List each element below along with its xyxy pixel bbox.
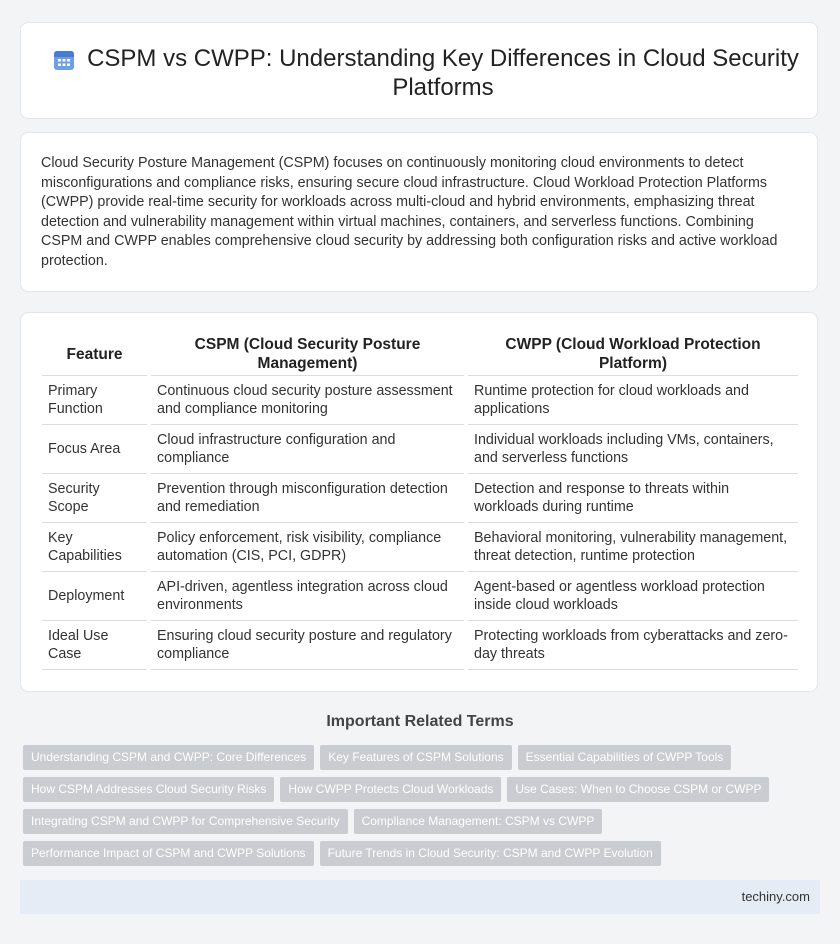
related-terms-heading: Important Related Terms [326, 713, 514, 730]
feature-cell: Focus Area [42, 425, 149, 474]
header-card [20, 22, 818, 119]
feature-cell: Key Capabilities [42, 523, 149, 572]
intro-paragraph: Cloud Security Posture Management (CSPM) focuses on continuously monitoring cloud environments to detect misconfigurations and compliance risks, ensuring secure cloud infrastructure. Cloud Workload Protection Platforms (CWPP) provide real-time security for workloads across multi-cloud and hybrid environments, emphasizing threat detection and vulnerability management within virtual machines, containers, and serverless functions. Combining CSPM and CWPP enables comprehensive cloud security by addressing both configuration risks and active workload protection. [41, 155, 778, 269]
related-term-tag[interactable]: Essential Capabilities of CWPP Tools [518, 745, 732, 770]
comparison-table [42, 333, 798, 670]
header-cspm: CSPM (Cloud Security Posture Management) [149, 333, 466, 376]
intro-card [20, 132, 818, 292]
related-term-tag[interactable]: How CWPP Protects Cloud Workloads [280, 777, 501, 802]
table-row [42, 523, 798, 572]
cspm-cell: Continuous cloud security posture assessment and compliance monitoring [149, 376, 466, 425]
table-row [42, 425, 798, 474]
related-term-tag[interactable]: Understanding CSPM and CWPP: Core Differences [23, 745, 314, 770]
header-cwpp: CWPP (Cloud Workload Protection Platform) [466, 333, 798, 376]
table-row [42, 621, 798, 670]
cwpp-cell: Protecting workloads from cyberattacks and zero-day threats [466, 621, 798, 670]
footer-bar [20, 880, 820, 914]
page-title: CSPM vs CWPP: Understanding Key Differences in Cloud Security Platforms [87, 45, 799, 101]
related-term-tag[interactable]: How CSPM Addresses Cloud Security Risks [23, 777, 274, 802]
table-row [42, 376, 798, 425]
footer-site-link[interactable]: techiny.com [741, 889, 810, 904]
cspm-cell: Ensuring cloud security posture and regulatory compliance [149, 621, 466, 670]
related-term-tag[interactable]: Performance Impact of CSPM and CWPP Solutions [23, 841, 314, 866]
cspm-cell: Policy enforcement, risk visibility, compliance automation (CIS, PCI, GDPR) [149, 523, 466, 572]
header-feature: Feature [42, 333, 149, 376]
related-term-tag[interactable]: Compliance Management: CSPM vs CWPP [354, 809, 603, 834]
cspm-cell: Prevention through misconfiguration detection and remediation [149, 474, 466, 523]
related-term-tag[interactable]: Integrating CSPM and CWPP for Comprehensive Security [23, 809, 348, 834]
related-term-tag[interactable]: Use Cases: When to Choose CSPM or CWPP [507, 777, 769, 802]
calendar-icon [52, 48, 76, 72]
table-row [42, 474, 798, 523]
feature-cell: Security Scope [42, 474, 149, 523]
cwpp-cell: Runtime protection for cloud workloads and applications [466, 376, 798, 425]
cwpp-cell: Behavioral monitoring, vulnerability management, threat detection, runtime protection [466, 523, 798, 572]
cspm-cell: Cloud infrastructure configuration and compliance [149, 425, 466, 474]
related-term-tag[interactable]: Future Trends in Cloud Security: CSPM and CWPP Evolution [320, 841, 661, 866]
comparison-table-card [20, 312, 818, 692]
cwpp-cell: Agent-based or agentless workload protection inside cloud workloads [466, 572, 798, 621]
cwpp-cell: Detection and response to threats within workloads during runtime [466, 474, 798, 523]
related-terms-list [23, 745, 813, 866]
cspm-cell: API-driven, agentless integration across cloud environments [149, 572, 466, 621]
cwpp-cell: Individual workloads including VMs, containers, and serverless functions [466, 425, 798, 474]
feature-cell: Deployment [42, 572, 149, 621]
table-header-row [42, 333, 798, 376]
table-row [42, 572, 798, 621]
related-term-tag[interactable]: Key Features of CSPM Solutions [320, 745, 511, 770]
feature-cell: Primary Function [42, 376, 149, 425]
feature-cell: Ideal Use Case [42, 621, 149, 670]
